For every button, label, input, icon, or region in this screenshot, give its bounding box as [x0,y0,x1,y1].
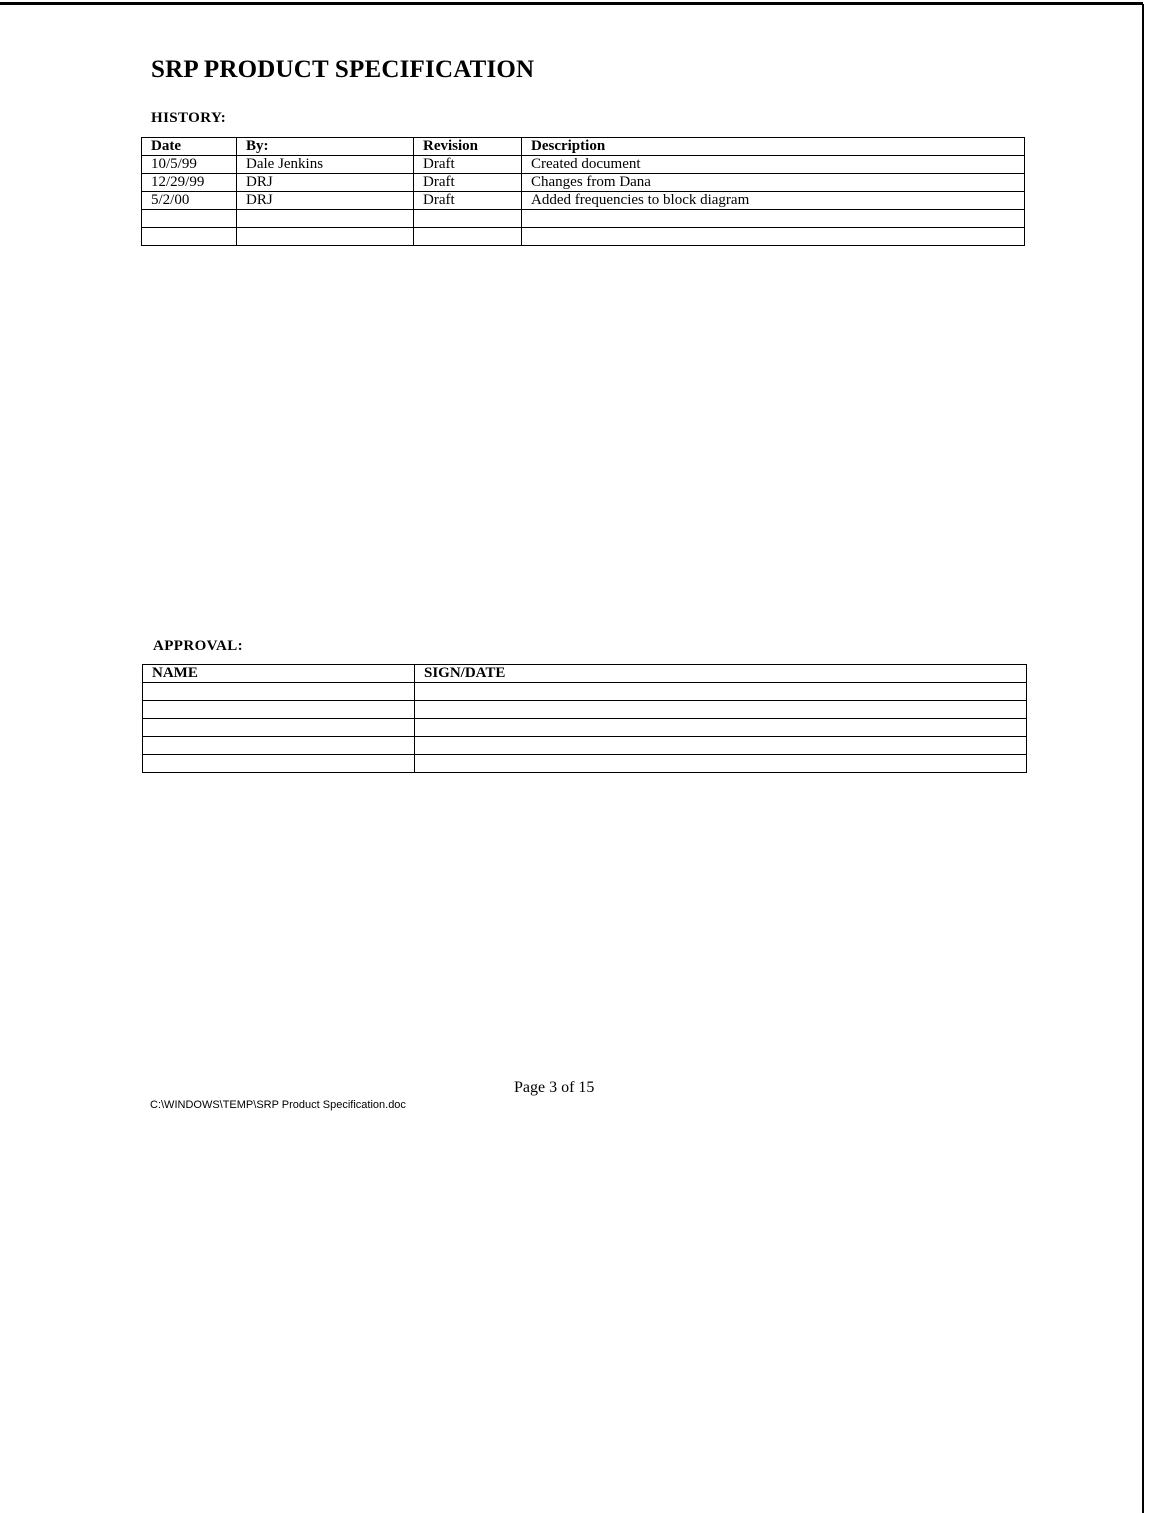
history-cell-date: 10/5/99 [142,156,237,174]
approval-row [143,755,1027,773]
approval-cell-sign-date [415,755,1027,773]
history-cell-by: DRJ [237,192,414,210]
history-cell-date: 12/29/99 [142,174,237,192]
approval-cell-name [143,701,415,719]
history-cell-revision [414,210,522,228]
file-path: C:\WINDOWS\TEMP\SRP Product Specification.doc [150,1099,406,1111]
approval-cell-name [143,719,415,737]
history-cell-revision: Draft [414,156,522,174]
history-cell-by [237,228,414,246]
document-title: SRP PRODUCT SPECIFICATION [151,56,535,83]
history-col-by: By: [237,138,414,156]
history-col-date: Date [142,138,237,156]
history-row [142,192,1025,210]
history-row [142,210,1025,228]
approval-row [143,719,1027,737]
approval-table [142,664,1027,773]
history-row [142,228,1025,246]
approval-cell-name [143,755,415,773]
approval-cell-sign-date [415,701,1027,719]
history-cell-date: 5/2/00 [142,192,237,210]
history-cell-by: DRJ [237,174,414,192]
history-cell-date [142,228,237,246]
approval-row [143,737,1027,755]
history-cell-date [142,210,237,228]
history-col-revision: Revision [414,138,522,156]
top-border-line [0,2,1143,5]
history-cell-by [237,210,414,228]
approval-cell-sign-date [415,737,1027,755]
history-cell-revision: Draft [414,192,522,210]
approval-heading: APPROVAL: [153,638,243,654]
approval-col-name: NAME [143,665,415,683]
approval-cell-sign-date [415,683,1027,701]
approval-cell-name [143,683,415,701]
history-cell-revision: Draft [414,174,522,192]
approval-col-sign-date: SIGN/DATE [415,665,1027,683]
history-header-row [142,138,1025,156]
history-cell-description: Added frequencies to block diagram [522,192,1025,210]
history-cell-description [522,228,1025,246]
approval-cell-sign-date [415,719,1027,737]
right-border-line [1142,4,1144,1513]
history-row [142,156,1025,174]
approval-row [143,701,1027,719]
history-cell-description: Created document [522,156,1025,174]
approval-row [143,683,1027,701]
history-cell-description [522,210,1025,228]
history-cell-description: Changes from Dana [522,174,1025,192]
history-cell-revision [414,228,522,246]
history-col-description: Description [522,138,1025,156]
history-table [141,137,1025,246]
page-number: Page 3 of 15 [514,1079,595,1096]
history-cell-by: Dale Jenkins [237,156,414,174]
approval-header-row [143,665,1027,683]
history-row [142,174,1025,192]
history-heading: HISTORY: [151,110,227,126]
approval-cell-name [143,737,415,755]
